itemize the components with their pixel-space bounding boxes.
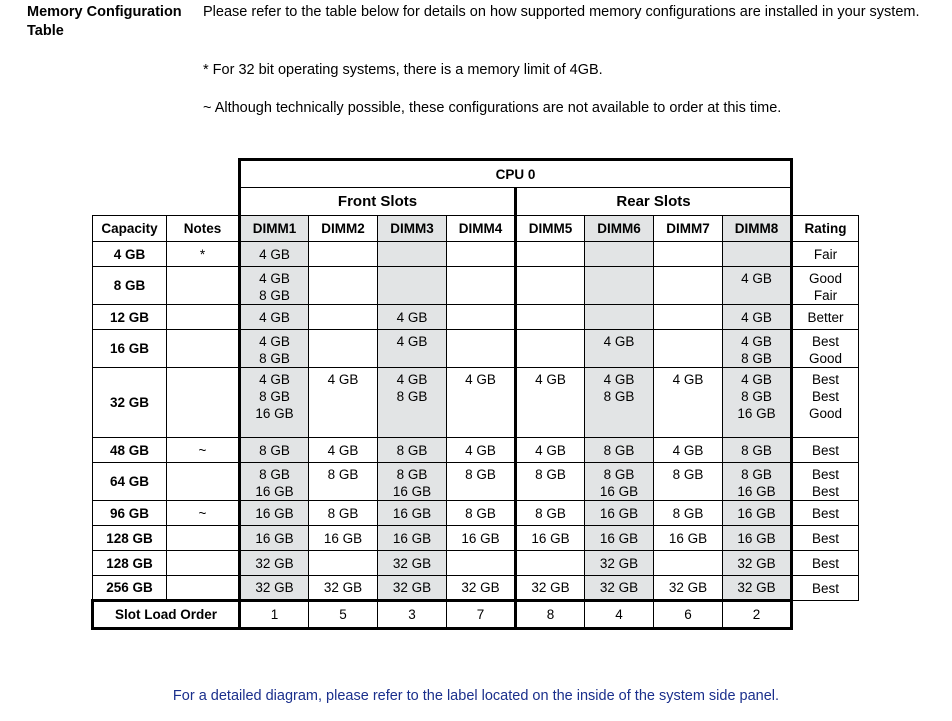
dimm6-cell — [585, 267, 654, 305]
notes-cell — [167, 576, 240, 601]
dimm2-cell — [309, 438, 378, 463]
rating-cell — [792, 368, 859, 438]
load-order-dimm5: 8 — [516, 601, 585, 629]
rating-value: Best — [811, 442, 839, 458]
dimm-value: 32 GB — [737, 555, 776, 571]
rating-value: Better — [807, 309, 844, 325]
dimm4-cell — [447, 463, 516, 501]
dimm-value: 8 GB — [535, 467, 566, 482]
dimm-value: 32 GB — [392, 555, 432, 571]
dimm5-cell — [516, 368, 585, 438]
rating-value: Best — [811, 555, 839, 571]
table-row — [93, 330, 859, 368]
dimm-value: 8 GB — [259, 389, 290, 404]
dimm2-cell — [309, 501, 378, 526]
dimm6-cell — [585, 576, 654, 601]
dimm8-cell — [723, 576, 792, 601]
table-row — [93, 526, 859, 551]
header-rating: Rating — [792, 216, 859, 242]
header-capacity: Capacity — [93, 216, 167, 242]
dimm-value: 8 GB — [741, 389, 772, 404]
table-row — [93, 305, 859, 330]
header-dimm6: DIMM6 — [585, 216, 654, 242]
dimm-value: 16 GB — [531, 530, 570, 546]
rating-value: Fair — [813, 246, 838, 262]
header-dimm1: DIMM1 — [240, 216, 309, 242]
dimm1-cell — [240, 501, 309, 526]
capacity-cell: 96 GB — [93, 501, 167, 526]
dimm-value: 16 GB — [392, 530, 432, 546]
dimm1-cell — [240, 330, 309, 368]
dimm-value: 8 GB — [259, 351, 290, 366]
rating-cell — [792, 501, 859, 526]
dimm8-cell — [723, 551, 792, 576]
cpu-header: CPU 0 — [240, 160, 792, 188]
dimm1-cell — [240, 438, 309, 463]
dimm-value: 16 GB — [737, 505, 776, 521]
rating-cell — [792, 576, 859, 601]
header-dimm2: DIMM2 — [309, 216, 378, 242]
load-order-dimm3: 3 — [378, 601, 447, 629]
dimm7-cell — [654, 526, 723, 551]
dimm7-cell — [654, 242, 723, 267]
dimm-value: 16 GB — [599, 530, 639, 546]
dimm2-cell — [309, 551, 378, 576]
dimm-value: 16 GB — [461, 530, 500, 546]
dimm1-cell — [240, 576, 309, 601]
dimm8-cell — [723, 463, 792, 501]
dimm-value: 4 GB — [535, 372, 566, 387]
dimm3-cell — [378, 576, 447, 601]
dimm-value: 16 GB — [737, 406, 776, 421]
dimm2-cell — [309, 463, 378, 501]
dimm4-cell — [447, 330, 516, 368]
dimm5-cell — [516, 463, 585, 501]
dimm4-cell — [447, 368, 516, 438]
table-row — [93, 438, 859, 463]
dimm3-cell — [378, 526, 447, 551]
dimm-value: 8 GB — [741, 442, 772, 458]
header-dimm7: DIMM7 — [654, 216, 723, 242]
dimm2-cell — [309, 330, 378, 368]
memory-configuration-table — [91, 158, 859, 630]
dimm1-cell — [240, 305, 309, 330]
dimm7-cell — [654, 330, 723, 368]
footer-note: For a detailed diagram, please refer to the label located on the inside of the system side panel. — [172, 688, 780, 704]
dimm6-cell — [585, 551, 654, 576]
dimm8-cell — [723, 305, 792, 330]
dimm-value: 4 GB — [741, 271, 772, 286]
dimm7-cell — [654, 463, 723, 501]
dimm6-cell — [585, 368, 654, 438]
capacity-cell: 16 GB — [93, 330, 167, 368]
dimm6-cell — [585, 438, 654, 463]
dimm-value: 4 GB — [396, 372, 428, 387]
dimm3-cell — [378, 267, 447, 305]
dimm-value: 32 GB — [255, 580, 294, 595]
rating-cell — [792, 463, 859, 501]
intro-text: Please refer to the table below for details on how supported memory configurations are installed in your system. — [203, 4, 920, 20]
rating-value: Best — [811, 484, 839, 499]
rating-cell — [792, 267, 859, 305]
rating-cell — [792, 438, 859, 463]
dimm7-cell — [654, 368, 723, 438]
dimm-value: 4 GB — [741, 309, 772, 325]
dimm3-cell — [378, 551, 447, 576]
dimm5-cell — [516, 576, 585, 601]
dimm-value: 32 GB — [255, 555, 294, 571]
table-row — [93, 242, 859, 267]
table-row — [93, 267, 859, 305]
dimm6-cell — [585, 330, 654, 368]
dimm-value: 16 GB — [255, 505, 294, 521]
dimm-value: 4 GB — [741, 334, 772, 349]
dimm-value: 32 GB — [461, 580, 500, 595]
dimm-value: 8 GB — [259, 467, 290, 482]
dimm-value: 4 GB — [465, 372, 496, 387]
rating-value: Best — [811, 530, 839, 546]
rating-value: Fair — [813, 288, 838, 303]
dimm-value: 16 GB — [255, 406, 294, 421]
dimm4-cell — [447, 438, 516, 463]
dimm7-cell — [654, 501, 723, 526]
dimm-value: 16 GB — [255, 484, 294, 499]
dimm6-cell — [585, 526, 654, 551]
table-row — [93, 368, 859, 438]
rating-value: Best — [811, 580, 839, 596]
dimm5-cell — [516, 330, 585, 368]
dimm-value: 8 GB — [465, 467, 496, 482]
dimm-value: 4 GB — [535, 442, 566, 458]
header-notes: Notes — [167, 216, 240, 242]
rating-value: Best — [811, 334, 839, 349]
notes-cell — [167, 526, 240, 551]
dimm-value: 16 GB — [392, 484, 432, 499]
table-row — [93, 576, 859, 601]
dimm2-cell — [309, 576, 378, 601]
dimm-value: 16 GB — [255, 530, 294, 546]
notes-cell — [167, 368, 240, 438]
dimm7-cell — [654, 438, 723, 463]
dimm-value: 8 GB — [396, 442, 428, 458]
capacity-cell: 12 GB — [93, 305, 167, 330]
dimm7-cell — [654, 305, 723, 330]
table-row — [93, 551, 859, 576]
dimm-value: 4 GB — [396, 334, 428, 349]
dimm1-cell — [240, 526, 309, 551]
notes-cell — [167, 305, 240, 330]
dimm-value: 4 GB — [259, 246, 290, 262]
dimm5-cell — [516, 501, 585, 526]
rating-cell — [792, 551, 859, 576]
capacity-cell: 256 GB — [93, 576, 167, 601]
dimm-value: 4 GB — [672, 442, 704, 458]
dimm1-cell — [240, 463, 309, 501]
load-order-dimm4: 7 — [447, 601, 516, 629]
dimm-value: 4 GB — [327, 372, 359, 387]
dimm-value: 16 GB — [599, 484, 639, 499]
load-order-dimm7: 6 — [654, 601, 723, 629]
rating-value: Good — [808, 271, 843, 286]
rating-value: Best — [811, 505, 839, 521]
dimm-value: 32 GB — [531, 580, 570, 595]
rating-value: Best — [811, 467, 839, 482]
dimm4-cell — [447, 576, 516, 601]
dimm6-cell — [585, 242, 654, 267]
dimm-value: 8 GB — [535, 505, 566, 521]
dimm3-cell — [378, 242, 447, 267]
capacity-cell: 8 GB — [93, 267, 167, 305]
dimm3-cell — [378, 368, 447, 438]
rating-value: Best — [811, 389, 839, 404]
rating-value: Best — [811, 372, 839, 387]
dimm8-cell — [723, 526, 792, 551]
dimm-value: 8 GB — [672, 505, 704, 521]
capacity-cell: 128 GB — [93, 526, 167, 551]
dimm-value: 4 GB — [259, 372, 290, 387]
header-dimm5: DIMM5 — [516, 216, 585, 242]
dimm-value: 4 GB — [741, 372, 772, 387]
dimm-value: 32 GB — [323, 580, 363, 595]
dimm8-cell — [723, 330, 792, 368]
dimm-value: 16 GB — [668, 530, 708, 546]
dimm2-cell — [309, 305, 378, 330]
dimm-value: 4 GB — [259, 334, 290, 349]
dimm5-cell — [516, 551, 585, 576]
dimm7-cell — [654, 267, 723, 305]
dimm4-cell — [447, 501, 516, 526]
capacity-cell: 64 GB — [93, 463, 167, 501]
dimm7-cell — [654, 551, 723, 576]
dimm8-cell — [723, 368, 792, 438]
dimm1-cell — [240, 551, 309, 576]
dimm2-cell — [309, 267, 378, 305]
dimm-value: 16 GB — [599, 505, 639, 521]
rating-cell — [792, 305, 859, 330]
notes-cell — [167, 330, 240, 368]
dimm5-cell — [516, 305, 585, 330]
dimm-value: 8 GB — [327, 467, 359, 482]
dimm6-cell — [585, 501, 654, 526]
header-dimm4: DIMM4 — [447, 216, 516, 242]
dimm-value: 8 GB — [741, 467, 772, 482]
dimm4-cell — [447, 551, 516, 576]
capacity-cell: 32 GB — [93, 368, 167, 438]
dimm2-cell — [309, 526, 378, 551]
dimm8-cell — [723, 267, 792, 305]
dimm-value: 8 GB — [672, 467, 704, 482]
dimm-value: 4 GB — [603, 372, 635, 387]
rating-cell — [792, 526, 859, 551]
dimm-value: 8 GB — [259, 442, 290, 458]
dimm-value: 8 GB — [396, 389, 428, 404]
capacity-cell: 48 GB — [93, 438, 167, 463]
dimm-value: 16 GB — [737, 530, 776, 546]
dimm2-cell — [309, 242, 378, 267]
section-heading: Memory Configuration Table — [27, 4, 182, 39]
dimm-value: 32 GB — [392, 580, 432, 595]
dimm3-cell — [378, 305, 447, 330]
dimm1-cell — [240, 368, 309, 438]
note-32bit: * For 32 bit operating systems, there is a memory limit of 4GB. — [203, 62, 603, 78]
dimm6-cell — [585, 305, 654, 330]
capacity-cell: 4 GB — [93, 242, 167, 267]
dimm-value: 8 GB — [603, 389, 635, 404]
load-order-dimm6: 4 — [585, 601, 654, 629]
dimm5-cell — [516, 526, 585, 551]
dimm-value: 8 GB — [259, 288, 290, 303]
dimm-value: 16 GB — [323, 530, 363, 546]
dimm8-cell — [723, 242, 792, 267]
rating-cell — [792, 330, 859, 368]
rating-cell — [792, 242, 859, 267]
dimm-value: 8 GB — [741, 351, 772, 366]
dimm1-cell — [240, 242, 309, 267]
capacity-cell: 128 GB — [93, 551, 167, 576]
header-dimm3: DIMM3 — [378, 216, 447, 242]
dimm7-cell — [654, 576, 723, 601]
dimm5-cell — [516, 438, 585, 463]
dimm-value: 4 GB — [259, 271, 290, 286]
note-unavailable: ~ Although technically possible, these configurations are not available to order at this time. — [203, 100, 782, 116]
rating-value: Good — [808, 406, 843, 421]
dimm-value: 32 GB — [737, 580, 776, 595]
dimm-value: 16 GB — [737, 484, 776, 499]
dimm-value: 4 GB — [396, 309, 428, 325]
notes-cell — [167, 267, 240, 305]
dimm-value: 16 GB — [392, 505, 432, 521]
front-slots-header: Front Slots — [240, 188, 516, 216]
dimm4-cell — [447, 526, 516, 551]
dimm-value: 32 GB — [668, 580, 708, 595]
dimm3-cell — [378, 438, 447, 463]
notes-cell: * — [167, 242, 240, 267]
dimm-value: 4 GB — [603, 334, 635, 349]
notes-cell — [167, 463, 240, 501]
load-order-dimm8: 2 — [723, 601, 792, 629]
dimm8-cell — [723, 438, 792, 463]
dimm3-cell — [378, 330, 447, 368]
dimm1-cell — [240, 267, 309, 305]
dimm3-cell — [378, 463, 447, 501]
load-order-dimm2: 5 — [309, 601, 378, 629]
rear-slots-header: Rear Slots — [516, 188, 792, 216]
table-row — [93, 463, 859, 501]
dimm6-cell — [585, 463, 654, 501]
dimm2-cell — [309, 368, 378, 438]
table-row — [93, 501, 859, 526]
dimm5-cell — [516, 267, 585, 305]
dimm-value: 8 GB — [327, 505, 359, 521]
dimm5-cell — [516, 242, 585, 267]
notes-cell: ~ — [167, 438, 240, 463]
dimm-value: 8 GB — [603, 467, 635, 482]
dimm-value: 32 GB — [599, 580, 639, 595]
dimm3-cell — [378, 501, 447, 526]
dimm-value: 4 GB — [259, 309, 290, 325]
header-dimm8: DIMM8 — [723, 216, 792, 242]
notes-cell: ~ — [167, 501, 240, 526]
dimm8-cell — [723, 501, 792, 526]
slot-load-order-label: Slot Load Order — [93, 601, 240, 629]
dimm-value: 8 GB — [603, 442, 635, 458]
dimm-value: 32 GB — [599, 555, 639, 571]
load-order-dimm1: 1 — [240, 601, 309, 629]
dimm4-cell — [447, 305, 516, 330]
dimm-value: 4 GB — [672, 372, 704, 387]
rating-value: Good — [808, 351, 843, 366]
dimm4-cell — [447, 242, 516, 267]
dimm-value: 4 GB — [327, 442, 359, 458]
dimm-value: 8 GB — [396, 467, 428, 482]
dimm-value: 4 GB — [465, 442, 496, 458]
dimm4-cell — [447, 267, 516, 305]
notes-cell — [167, 551, 240, 576]
dimm-value: 8 GB — [465, 505, 496, 521]
